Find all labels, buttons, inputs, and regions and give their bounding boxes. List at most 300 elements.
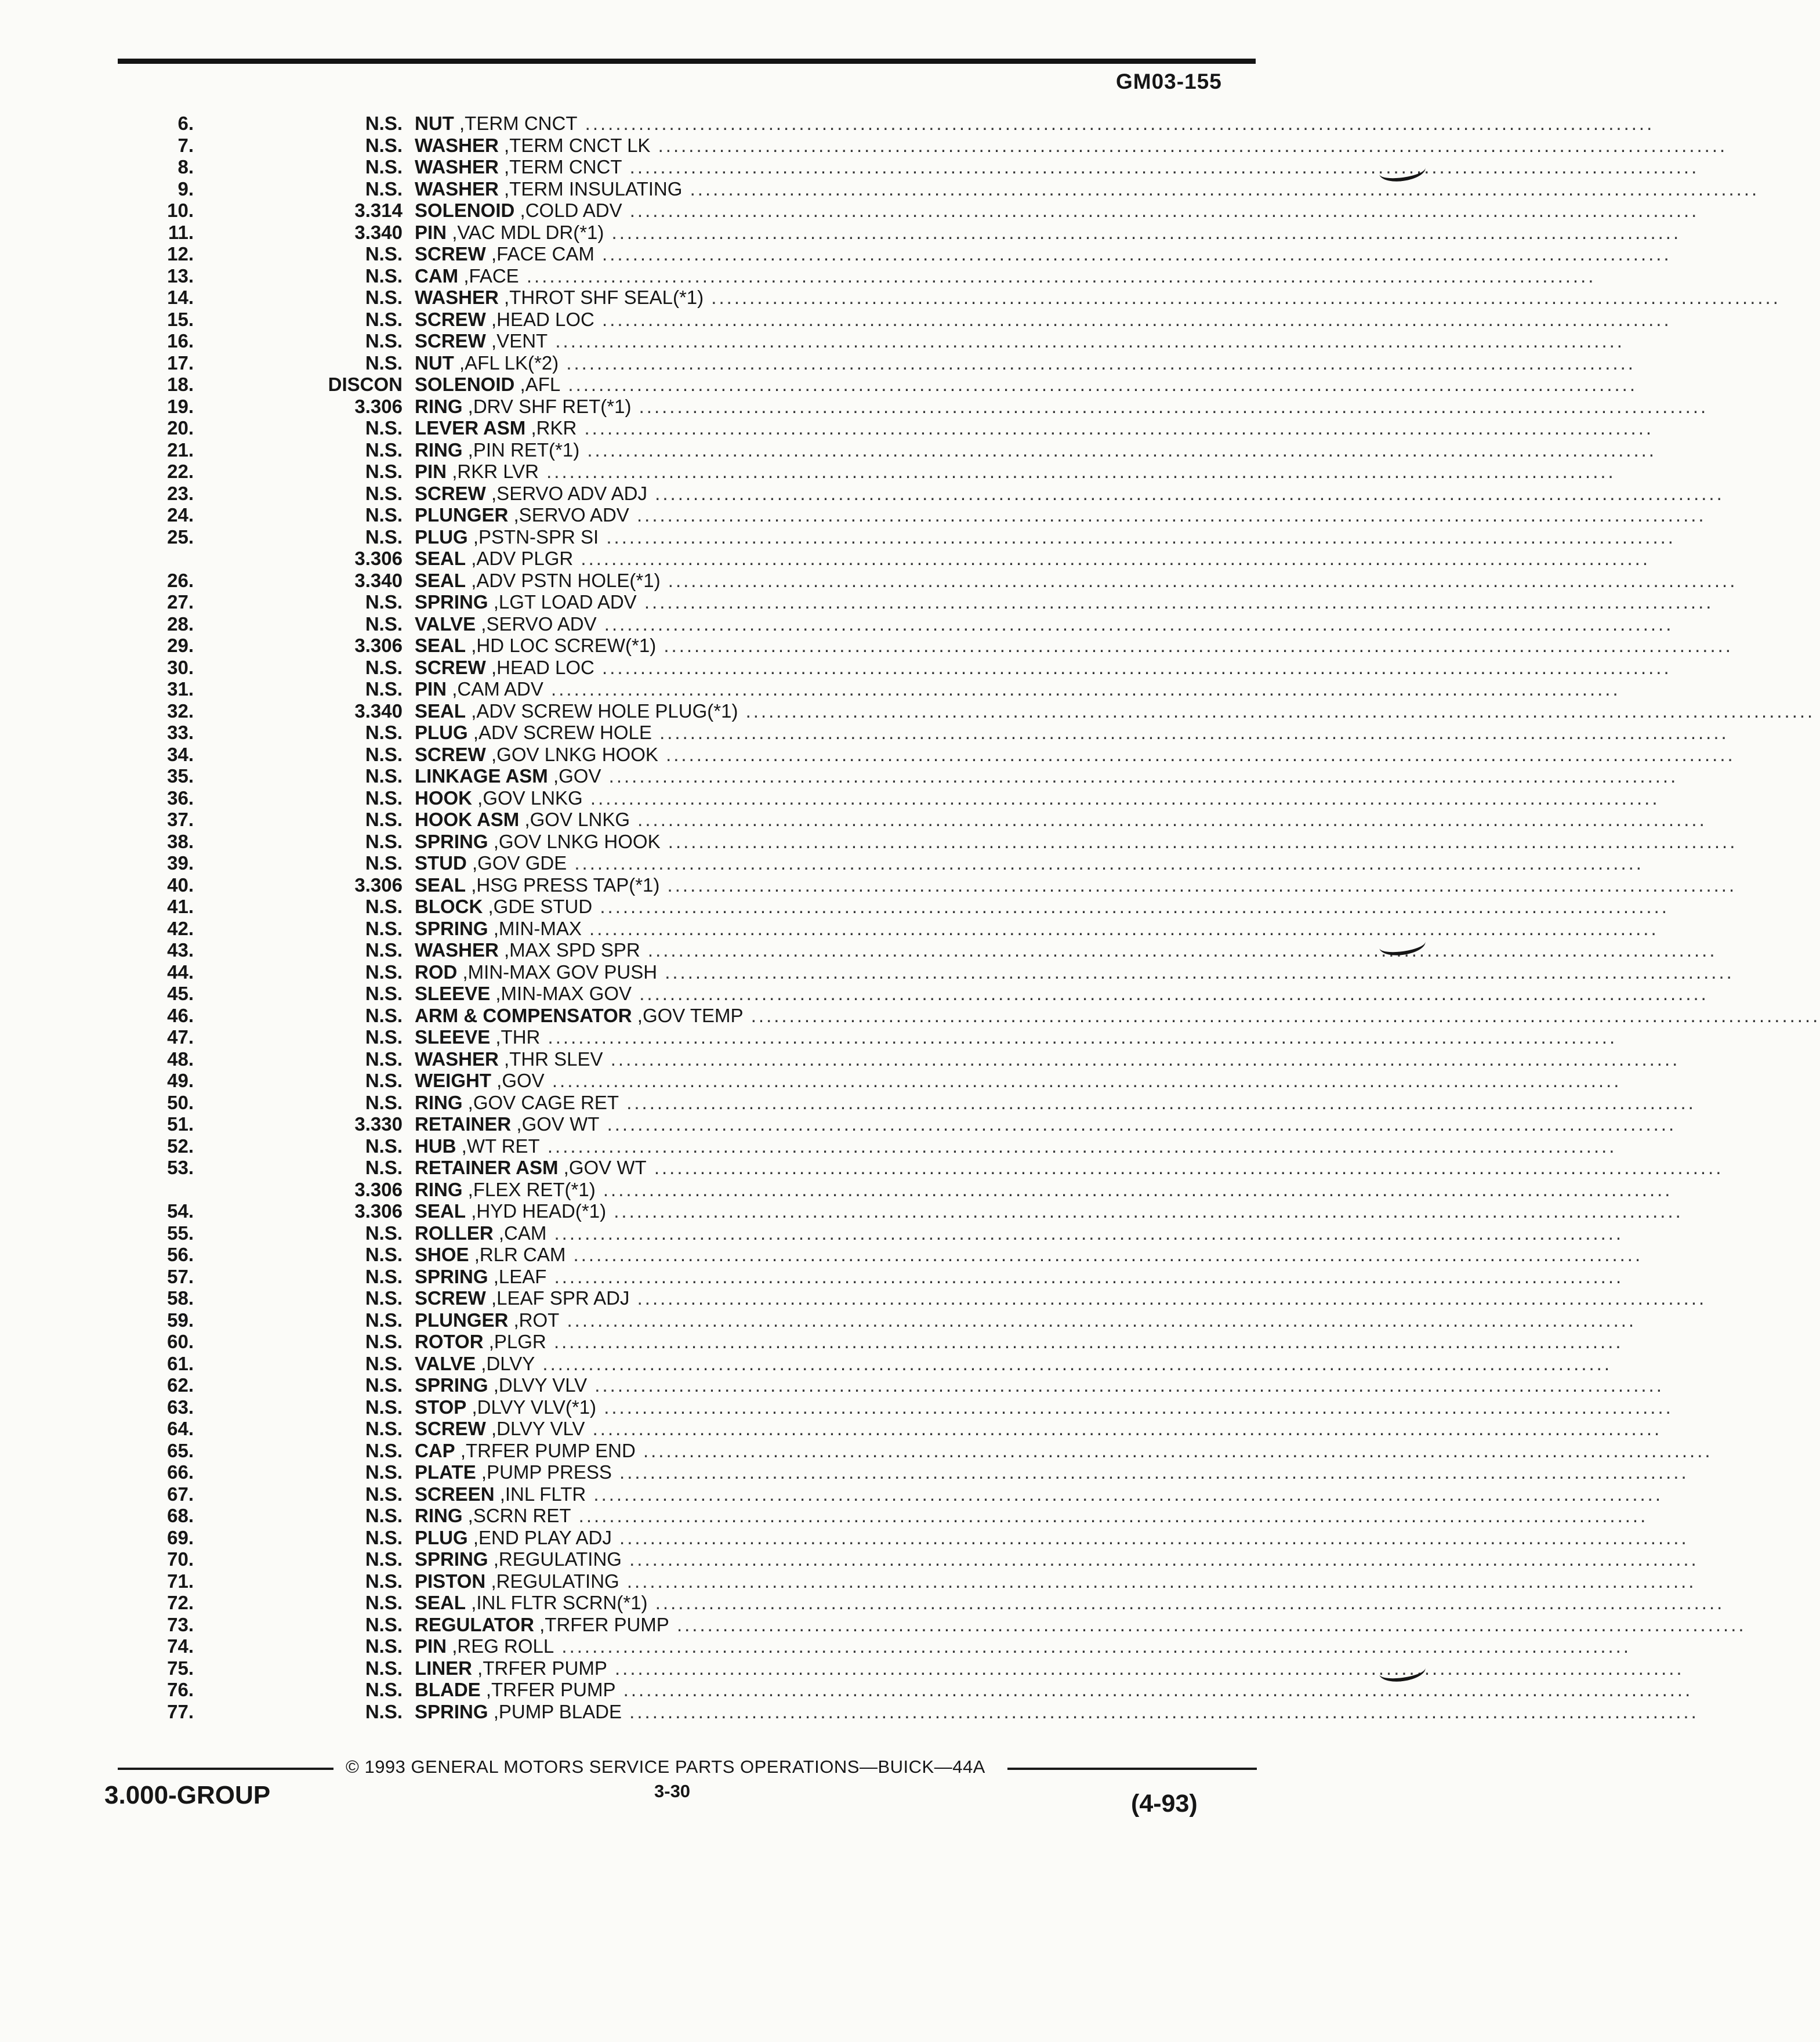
part-description xyxy=(415,1570,1696,1592)
parts-row xyxy=(104,852,1644,874)
group-number: N.S. xyxy=(365,134,403,156)
part-description xyxy=(415,113,1655,135)
group-number: 3.330 xyxy=(354,1113,403,1135)
part-description xyxy=(415,1113,1677,1135)
part-name: SPRING xyxy=(415,1374,488,1396)
item-number: 29. xyxy=(167,635,194,656)
part-name: SPRING xyxy=(415,1548,488,1570)
group-label: 3.000-GROUP xyxy=(104,1781,271,1809)
part-detail: ,SERVO ADV xyxy=(481,613,597,635)
dot-leader: ............................................................................................................................................ xyxy=(603,1048,1680,1070)
part-detail: ,GOV TEMP xyxy=(637,1004,744,1026)
part-description xyxy=(415,1657,1684,1679)
part-name: SEAL xyxy=(415,1200,466,1222)
group-number: N.S. xyxy=(365,156,403,178)
part-detail: ,HEAD LOC xyxy=(491,656,594,678)
item-number: 62. xyxy=(167,1374,194,1396)
part-description xyxy=(415,1265,1624,1288)
parts-row xyxy=(104,265,1596,287)
group-number: N.S. xyxy=(365,417,403,439)
part-description xyxy=(415,743,1735,766)
group-number: N.S. xyxy=(365,1635,403,1657)
part-name: PIN xyxy=(415,461,447,482)
part-description xyxy=(415,1613,1746,1636)
part-description xyxy=(415,1679,1693,1701)
part-description xyxy=(415,330,1625,352)
item-number: 9. xyxy=(177,178,194,200)
part-detail: ,RLR CAM xyxy=(474,1244,566,1265)
part-description xyxy=(415,787,1660,809)
part-name: SPRING xyxy=(415,917,488,939)
part-name: LINER xyxy=(415,1657,472,1679)
group-number: N.S. xyxy=(365,1700,403,1722)
part-name: ROD xyxy=(415,961,458,983)
item-number: 33. xyxy=(167,722,194,743)
item-number: 54. xyxy=(167,1200,194,1222)
dot-leader: ............................................................................................................................................ xyxy=(650,134,1728,156)
group-number: N.S. xyxy=(365,983,403,1004)
dot-leader: ............................................................................................................................................ xyxy=(621,1548,1699,1570)
parts-row xyxy=(104,482,1724,505)
item-number: 41. xyxy=(167,896,194,917)
part-name: SCREW xyxy=(415,1287,486,1309)
dot-leader: ............................................................................................................................................ xyxy=(594,243,1672,265)
item-number: 16. xyxy=(167,330,194,352)
part-name: SCREW xyxy=(415,243,486,265)
dot-leader: ............................................................................................................................................ xyxy=(586,1483,1663,1505)
part-name: HOOK ASM xyxy=(415,809,520,830)
dot-leader: ............................................................................................................................................ xyxy=(611,1526,1689,1548)
part-name: PLUNGER xyxy=(415,504,509,526)
item-number: 59. xyxy=(167,1309,194,1331)
item-number: 19. xyxy=(167,395,194,417)
part-detail: ,FLEX RET(*1) xyxy=(467,1178,596,1200)
group-number: N.S. xyxy=(365,113,403,134)
dot-leader: ............................................................................................................................................ xyxy=(611,1461,1689,1483)
group-number: N.S. xyxy=(365,765,403,787)
group-number: N.S. xyxy=(365,917,403,939)
part-detail: ,DRV SHF RET(*1) xyxy=(467,395,632,417)
parts-row xyxy=(104,330,1625,352)
part-detail: ,HSG PRESS TAP(*1) xyxy=(471,874,660,896)
part-detail: ,COLD ADV xyxy=(520,200,622,221)
dot-leader: ............................................................................................................................................ xyxy=(592,896,1669,917)
item-number: 74. xyxy=(167,1635,194,1657)
item-number: 34. xyxy=(167,743,194,765)
parts-row xyxy=(104,591,1714,613)
part-name: SCREEN xyxy=(415,1483,495,1505)
part-detail: ,PLGR xyxy=(488,1331,546,1352)
group-number: N.S. xyxy=(365,178,403,200)
dot-leader: ............................................................................................................................................ xyxy=(582,787,1660,809)
dot-leader: ............................................................................................................................................ xyxy=(631,395,1709,417)
parts-row xyxy=(104,548,1651,570)
group-number: N.S. xyxy=(365,265,403,287)
part-name: ARM & COMPENSATOR xyxy=(415,1004,632,1026)
item-number: 40. xyxy=(167,874,194,896)
part-name: SCREW xyxy=(415,482,486,504)
parts-row xyxy=(104,613,1674,635)
item-number: 37. xyxy=(167,809,194,830)
item-number: 28. xyxy=(167,613,194,635)
dot-leader: ............................................................................................................................................ xyxy=(659,874,1737,896)
part-detail: ,REGULATING xyxy=(491,1570,619,1592)
part-detail: ,RKR LVR xyxy=(452,461,539,482)
part-name: BLOCK xyxy=(415,896,483,917)
part-name: RING xyxy=(415,1178,463,1200)
group-number: N.S. xyxy=(365,1483,403,1505)
group-number: 3.306 xyxy=(354,635,403,656)
dot-leader: ............................................................................................................................................ xyxy=(658,743,1735,765)
part-name: NUT xyxy=(415,352,454,374)
parts-row xyxy=(104,787,1660,809)
parts-row xyxy=(104,1461,1689,1483)
part-description xyxy=(415,1222,1624,1244)
part-name: RETAINER xyxy=(415,1113,512,1135)
parts-row xyxy=(104,569,1738,592)
part-description xyxy=(415,1352,1612,1375)
part-description xyxy=(415,1374,1664,1396)
part-detail: ,SERVO ADV ADJ xyxy=(491,482,648,504)
group-number: N.S. xyxy=(365,1265,403,1287)
parts-row xyxy=(104,1657,1684,1679)
part-detail: ,GOV xyxy=(496,1070,545,1091)
part-description xyxy=(415,635,1733,657)
group-number: N.S. xyxy=(365,830,403,852)
part-detail: ,THR SLEV xyxy=(504,1048,603,1070)
part-description xyxy=(415,1439,1713,1462)
dot-leader: ............................................................................................................................................ xyxy=(622,200,1699,221)
item-number: 17. xyxy=(167,352,194,374)
parts-row xyxy=(104,221,1681,244)
dot-leader: ............................................................................................................................................ xyxy=(546,1265,1624,1287)
item-number: 64. xyxy=(167,1418,194,1439)
part-detail: ,INL FLTR xyxy=(499,1483,586,1505)
group-number: N.S. xyxy=(365,852,403,874)
parts-row xyxy=(104,308,1672,331)
part-detail: ,ADV SCREW HOLE PLUG(*1) xyxy=(471,700,738,722)
item-number: 6. xyxy=(177,113,194,134)
part-detail: ,THROT SHF SEAL(*1) xyxy=(504,287,704,308)
part-description xyxy=(415,1287,1707,1309)
item-number: 69. xyxy=(167,1526,194,1548)
group-number: N.S. xyxy=(365,1244,403,1265)
item-number: 7. xyxy=(177,134,194,156)
dot-leader: ............................................................................................................................................ xyxy=(635,1439,1713,1461)
parts-row xyxy=(104,200,1699,222)
part-name: SCREW xyxy=(415,330,486,352)
part-name: RING xyxy=(415,1091,463,1113)
dot-leader: ............................................................................................................................................ xyxy=(632,983,1709,1004)
item-number: 22. xyxy=(167,461,194,482)
part-description xyxy=(415,1004,1820,1027)
part-detail: ,END PLAY ADJ xyxy=(473,1526,612,1548)
item-number: 75. xyxy=(167,1657,194,1679)
group-number: N.S. xyxy=(365,308,403,330)
group-number: N.S. xyxy=(365,1287,403,1309)
dot-leader: ............................................................................................................................................ xyxy=(587,1374,1664,1396)
part-description xyxy=(415,1200,1683,1222)
item-number: 25. xyxy=(167,526,194,548)
dot-leader: ............................................................................................................................................ xyxy=(622,156,1699,178)
item-number: 35. xyxy=(167,765,194,787)
dot-leader: ............................................................................................................................................ xyxy=(567,852,1644,874)
item-number: 32. xyxy=(167,700,194,722)
part-name: RETAINER ASM xyxy=(415,1157,559,1178)
item-number: 47. xyxy=(167,1026,194,1048)
parts-row xyxy=(104,1352,1612,1375)
parts-row xyxy=(104,1048,1680,1070)
parts-row xyxy=(104,743,1735,766)
item-number: 77. xyxy=(167,1700,194,1722)
dot-leader: ............................................................................................................................................ xyxy=(559,352,1636,374)
part-detail: ,DLVY xyxy=(481,1352,535,1374)
item-number: 12. xyxy=(167,243,194,265)
group-number: N.S. xyxy=(365,1526,403,1548)
part-description xyxy=(415,1157,1724,1179)
dot-leader: ............................................................................................................................................ xyxy=(629,504,1706,526)
parts-row xyxy=(104,635,1733,657)
group-number: N.S. xyxy=(365,787,403,809)
part-detail: ,REG ROLL xyxy=(452,1635,554,1657)
item-number: 23. xyxy=(167,482,194,504)
part-name: RING xyxy=(415,1505,463,1526)
parts-row xyxy=(104,917,1659,940)
part-description xyxy=(415,961,1734,983)
group-number: 3.340 xyxy=(354,569,403,591)
parts-row xyxy=(104,243,1672,265)
group-number: 3.306 xyxy=(354,548,403,569)
group-number: 3.340 xyxy=(354,700,403,722)
item-number: 72. xyxy=(167,1592,194,1613)
part-name: ROLLER xyxy=(415,1222,494,1244)
parts-row xyxy=(104,896,1669,918)
part-description xyxy=(415,1396,1673,1418)
item-number: 14. xyxy=(167,287,194,308)
item-number: 71. xyxy=(167,1570,194,1592)
part-description xyxy=(415,221,1681,244)
parts-row xyxy=(104,678,1620,700)
group-number: N.S. xyxy=(365,809,403,830)
part-detail: ,HEAD LOC xyxy=(491,308,594,330)
part-name: PIN xyxy=(415,678,447,700)
part-name: WASHER xyxy=(415,134,499,156)
part-description xyxy=(415,461,1616,483)
parts-row xyxy=(104,504,1706,526)
part-detail: ,TRFER PUMP xyxy=(477,1657,607,1679)
item-number: 18. xyxy=(167,374,194,395)
group-number: N.S. xyxy=(365,743,403,765)
item-number: 21. xyxy=(167,439,194,461)
dot-leader: ............................................................................................................................................ xyxy=(682,178,1760,200)
part-detail: ,GOV LNKG HOOK xyxy=(491,743,658,765)
dot-leader: ............................................................................................................................................ xyxy=(606,1200,1683,1222)
part-description xyxy=(415,1548,1699,1570)
part-name: CAP xyxy=(415,1439,455,1461)
part-name: LINKAGE ASM xyxy=(415,765,548,787)
part-description xyxy=(415,874,1737,896)
parts-row xyxy=(104,1113,1677,1135)
group-number: N.S. xyxy=(365,1048,403,1070)
group-number: N.S. xyxy=(365,1613,403,1635)
part-name: VALVE xyxy=(415,1352,476,1374)
part-name: STOP xyxy=(415,1396,467,1418)
item-number: 44. xyxy=(167,961,194,983)
part-detail: ,LEAF xyxy=(493,1265,547,1287)
part-name: HOOK xyxy=(415,787,472,809)
group-number: N.S. xyxy=(365,1004,403,1026)
item-number: 11. xyxy=(168,221,194,243)
item-number: 73. xyxy=(167,1613,194,1635)
group-number: N.S. xyxy=(365,1091,403,1113)
group-number: N.S. xyxy=(365,1135,403,1157)
part-detail: ,PUMP PRESS xyxy=(481,1461,612,1483)
part-description xyxy=(415,548,1651,570)
part-name: WASHER xyxy=(415,939,499,961)
part-description xyxy=(415,678,1620,700)
parts-row xyxy=(104,526,1676,548)
item-number: 57. xyxy=(167,1265,194,1287)
part-description xyxy=(415,526,1676,548)
parts-row xyxy=(104,1570,1696,1592)
parts-row xyxy=(104,1396,1673,1418)
parts-row xyxy=(104,1483,1663,1505)
dot-leader: ............................................................................................................................................ xyxy=(535,1352,1612,1374)
dot-leader: ............................................................................................................................................ xyxy=(540,1026,1618,1048)
part-name: WASHER xyxy=(415,178,499,200)
part-name: BLADE xyxy=(415,1679,481,1700)
part-detail: ,GOV xyxy=(553,765,601,787)
part-detail: ,ADV PLGR xyxy=(471,548,574,569)
group-number: N.S. xyxy=(365,1396,403,1418)
part-detail: ,WT RET xyxy=(461,1135,540,1157)
part-name: SLEEVE xyxy=(415,1026,491,1048)
dot-leader: ............................................................................................................................................ xyxy=(546,1222,1624,1244)
dot-leader: ............................................................................................................................................ xyxy=(585,1418,1662,1439)
part-description xyxy=(415,265,1596,287)
part-detail: ,PUMP BLADE xyxy=(493,1700,622,1722)
dot-leader: ............................................................................................................................................ xyxy=(640,939,1717,961)
part-detail: ,TERM INSULATING xyxy=(504,178,683,200)
part-description xyxy=(415,178,1760,200)
parts-row xyxy=(104,939,1717,961)
group-number: N.S. xyxy=(365,678,403,700)
dot-leader: ............................................................................................................................................ xyxy=(615,1679,1693,1700)
part-description xyxy=(415,1026,1618,1048)
part-name: WASHER xyxy=(415,1048,499,1070)
item-number: 39. xyxy=(167,852,194,874)
part-detail: ,GOV GDE xyxy=(472,852,567,874)
part-description xyxy=(415,156,1699,178)
part-name: CAM xyxy=(415,265,459,287)
part-description xyxy=(415,439,1656,461)
part-detail: ,TRFER PUMP xyxy=(539,1613,669,1635)
part-description xyxy=(415,1418,1662,1440)
part-name: NUT xyxy=(415,113,454,134)
part-description xyxy=(415,809,1707,831)
group-number: N.S. xyxy=(365,613,403,635)
part-detail: ,LEAF SPR ADJ xyxy=(491,1287,630,1309)
parts-row xyxy=(104,461,1616,483)
item-number: 55. xyxy=(167,1222,194,1244)
parts-row xyxy=(104,874,1737,896)
part-detail: ,PIN RET(*1) xyxy=(467,439,580,461)
part-description xyxy=(415,852,1644,874)
group-number: N.S. xyxy=(365,526,403,548)
part-detail: ,GOV LNKG xyxy=(524,809,630,830)
parts-row xyxy=(104,113,1655,135)
part-description xyxy=(415,939,1717,961)
item-number: 24. xyxy=(167,504,194,526)
parts-row xyxy=(104,1244,1643,1266)
part-description xyxy=(415,482,1724,505)
part-description xyxy=(415,722,1729,744)
dot-leader: ............................................................................................................................................ xyxy=(630,809,1707,830)
dot-leader: ............................................................................................................................................ xyxy=(622,1700,1699,1722)
part-detail: ,GOV WT xyxy=(516,1113,600,1135)
part-name: SPRING xyxy=(415,1265,488,1287)
dot-leader: ............................................................................................................................................ xyxy=(599,1113,1677,1135)
parts-row xyxy=(104,765,1678,787)
part-name: SCREW xyxy=(415,743,486,765)
dot-leader: ............................................................................................................................................ xyxy=(604,221,1681,243)
part-description xyxy=(415,569,1738,592)
part-name: SEAL xyxy=(415,874,466,896)
dot-leader: ............................................................................................................................................ xyxy=(560,374,1637,395)
part-detail: ,GOV LNKG HOOK xyxy=(493,830,661,852)
part-detail: ,INL FLTR SCRN(*1) xyxy=(471,1592,648,1613)
document-code: GM03-155 xyxy=(1116,70,1222,93)
parts-row xyxy=(104,1331,1623,1353)
dot-leader: ............................................................................................................................................ xyxy=(599,526,1676,548)
parts-row xyxy=(104,352,1636,374)
part-name: HUB xyxy=(415,1135,456,1157)
part-detail: ,TERM CNCT LK xyxy=(504,134,651,156)
parts-row xyxy=(104,1287,1707,1309)
part-description xyxy=(415,374,1637,396)
part-description xyxy=(415,134,1728,157)
part-name: SCREW xyxy=(415,308,486,330)
part-detail: ,VENT xyxy=(491,330,548,352)
group-number: N.S. xyxy=(365,330,403,352)
part-description xyxy=(415,896,1669,918)
part-description xyxy=(415,765,1678,787)
dot-leader: ............................................................................................................................................ xyxy=(657,961,1734,983)
part-description xyxy=(415,1700,1699,1723)
parts-row xyxy=(104,700,1815,722)
parts-row xyxy=(104,1700,1699,1723)
date-code: (4-93) xyxy=(1131,1790,1198,1817)
part-detail: ,TERM CNCT xyxy=(459,113,578,134)
part-description xyxy=(415,1070,1622,1092)
dot-leader: ............................................................................................................................................ xyxy=(607,1657,1684,1679)
group-number: N.S. xyxy=(365,1026,403,1048)
part-description xyxy=(415,308,1672,331)
part-name: SOLENOID xyxy=(415,374,515,395)
group-number: N.S. xyxy=(365,1222,403,1244)
part-description xyxy=(415,1244,1643,1266)
part-name: SCREW xyxy=(415,656,486,678)
part-name: PIN xyxy=(415,1635,447,1657)
parts-row xyxy=(104,983,1709,1005)
parts-row xyxy=(104,1418,1662,1440)
parts-row xyxy=(104,1613,1746,1636)
part-detail: ,ADV PSTN HOLE(*1) xyxy=(471,569,661,591)
parts-row xyxy=(104,1200,1683,1222)
part-description xyxy=(415,1091,1696,1114)
dot-leader: ............................................................................................................................................ xyxy=(647,482,1724,504)
part-detail: ,AFL LK(*2) xyxy=(459,352,559,374)
